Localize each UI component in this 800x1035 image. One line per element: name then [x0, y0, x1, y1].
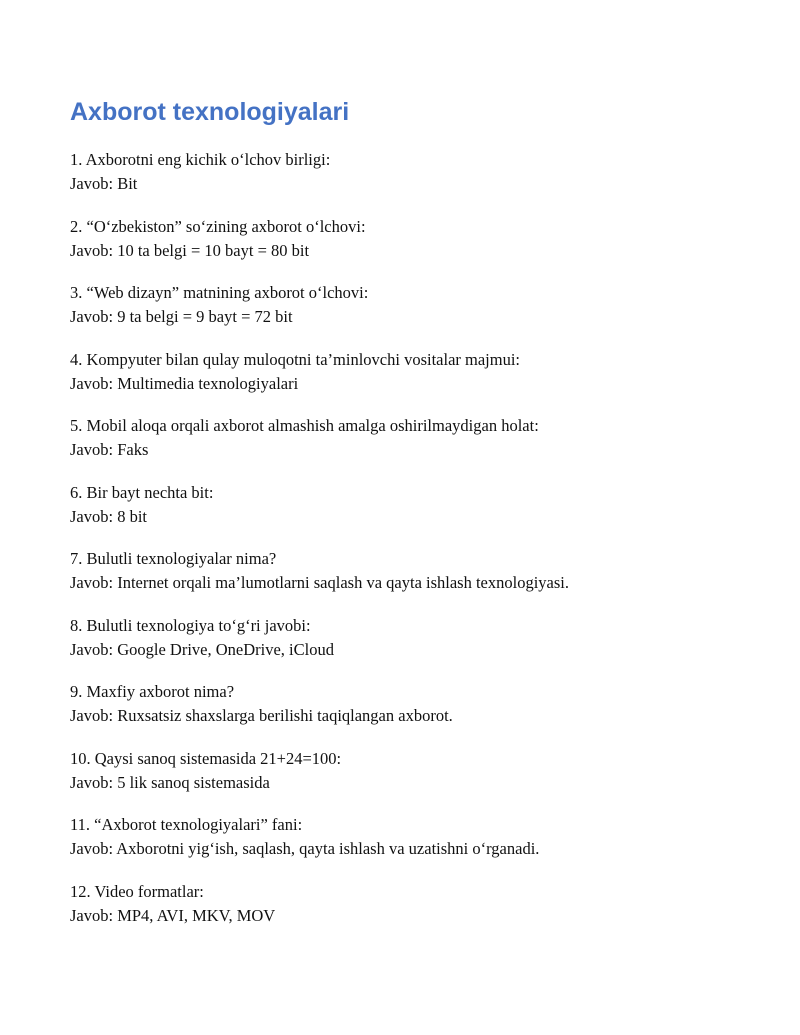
qa-item-1 — [70, 148, 770, 196]
qa-item-10 — [70, 747, 770, 795]
question-2: 2. “O‘zbekiston” so‘zining axborot o‘lchovi: — [70, 216, 366, 236]
answer-5: Javob: Faks — [70, 440, 149, 459]
answer-6: Javob: 8 bit — [70, 506, 147, 526]
answer-10: Javob: 5 lik sanoq sistemasida — [70, 772, 270, 792]
qa-item-5 — [70, 414, 770, 462]
document-page — [70, 94, 770, 946]
qa-item-8 — [70, 614, 770, 662]
question-7: 7. Bulutli texnologiyalar nima? — [70, 549, 277, 568]
answer-4: Javob: Multimedia texnologiyalari — [70, 373, 299, 393]
question-5: 5. Mobil aloqa orqali axborot almashish amalga oshirilmaydigan holat: — [70, 416, 539, 435]
qa-item-11 — [70, 813, 770, 861]
answer-8: Javob: Google Drive, OneDrive, iCloud — [70, 639, 334, 659]
qa-item-9 — [70, 680, 770, 728]
qa-item-4 — [70, 348, 770, 396]
question-10: 10. Qaysi sanoq sistemasida 21+24=100: — [70, 748, 342, 768]
qa-item-3 — [70, 281, 770, 329]
qa-item-7 — [70, 547, 770, 595]
answer-9: Javob: Ruxsatsiz shaxslarga berilishi taqiqlangan axborot. — [70, 706, 453, 725]
question-4: 4. Kompyuter bilan qulay muloqotni ta’minlovchi vositalar majmui: — [70, 349, 521, 369]
answer-11: Javob: Axborotni yig‘ish, saqlash, qayta ishlash va uzatishni o‘rganadi. — [70, 839, 540, 858]
answer-3: Javob: 9 ta belgi = 9 bayt = 72 bit — [70, 307, 293, 326]
answer-2: Javob: 10 ta belgi = 10 bayt = 80 bit — [70, 240, 310, 260]
question-3: 3. “Web dizayn” matnining axborot o‘lchovi: — [70, 283, 369, 302]
answer-12: Javob: MP4, AVI, MKV, MOV — [70, 905, 276, 925]
question-11: 11. “Axborot texnologiyalari” fani: — [70, 815, 303, 834]
question-1: 1. Axborotni eng kichik o‘lchov birligi: — [70, 150, 331, 169]
qa-item-2 — [70, 215, 770, 263]
question-12: 12. Video formatlar: — [70, 881, 204, 901]
question-8: 8. Bulutli texnologiya to‘g‘ri javobi: — [70, 615, 311, 635]
answer-1: Javob: Bit — [70, 174, 138, 193]
qa-item-6 — [70, 481, 770, 529]
question-6: 6. Bir bayt nechta bit: — [70, 482, 214, 502]
question-9: 9. Maxfiy axborot nima? — [70, 682, 235, 701]
qa-item-12 — [70, 880, 770, 928]
document-title: Axborot texnologiyalari — [70, 98, 350, 126]
answer-7: Javob: Internet orqali ma’lumotlarni saqlash va qayta ishlash texnologiyasi. — [70, 573, 570, 592]
